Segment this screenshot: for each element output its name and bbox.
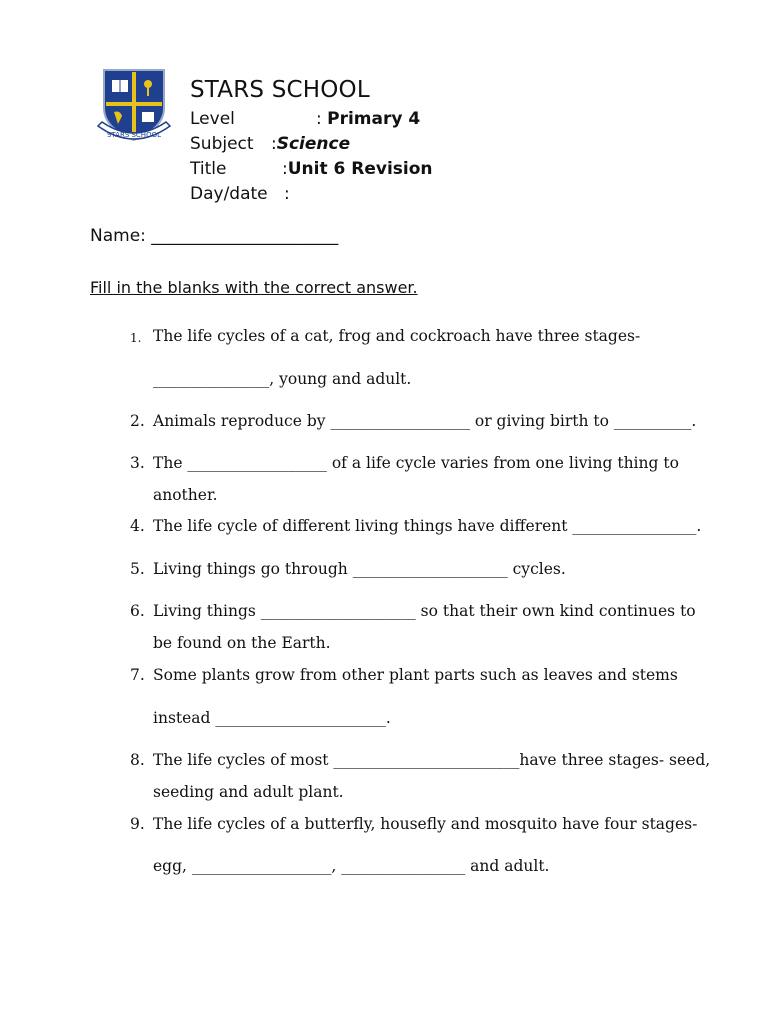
instruction-heading: Fill in the blanks with the correct answer. [90,278,418,297]
question-5-number: 5. [130,560,145,578]
question-6-number: 6. [130,602,145,620]
question-1-line-1: The life cycles of a cat, frog and cockroach have three stages- [153,327,641,345]
subject-sep: : [271,134,277,154]
level-label: Level [190,109,235,129]
subject-label: Subject [190,134,254,154]
title-label: Title [190,159,227,179]
question-9-number: 9. [130,815,145,833]
level-value: Primary 4 [327,109,421,129]
name-field: Name: ______________________ [90,226,339,246]
question-6-line-2: be found on the Earth. [153,634,331,652]
question-3-number: 3. [130,454,145,472]
question-3-line-1: The __________________ of a life cycle varies from one living thing to [153,454,679,472]
question-1-number: 1. [130,331,142,345]
question-9-line-1: The life cycles of a butterfly, housefly and mosquito have four stages- [153,815,698,833]
daydate-label: Day/date [190,184,268,204]
level-sep: : [316,109,322,129]
question-3-line-2: another. [153,486,218,504]
question-4-number: 4. [130,517,145,535]
school-crest-logo [92,66,176,148]
question-5-line-1: Living things go through ____________________ cycles. [153,560,566,578]
title-value: Unit 6 Revision [287,159,433,179]
question-8-line-2: seeding and adult plant. [153,783,344,801]
school-name: STARS SCHOOL [190,77,370,103]
crest-motto: STARS SCHOOL [106,131,162,139]
question-1-line-2: _______________, young and adult. [153,370,412,388]
question-6-line-1: Living things ____________________ so that their own kind continues to [153,602,696,620]
question-8-number: 8. [130,751,145,769]
question-7-line-1: Some plants grow from other plant parts such as leaves and stems [153,666,678,684]
question-7-line-2: instead ______________________. [153,709,391,727]
question-7-number: 7. [130,666,145,684]
question-2-line-1: Animals reproduce by __________________ or giving birth to __________. [153,412,697,430]
question-9-line-2: egg, __________________, ________________ and adult. [153,857,550,875]
question-2-number: 2. [130,412,145,430]
daydate-sep: : [284,184,290,204]
question-8-line-1: The life cycles of most ________________________have three stages- seed, [153,751,711,769]
question-4-line-1: The life cycle of different living things have different ________________. [153,517,702,535]
subject-value: Science [276,134,351,154]
title-sep: : [282,159,288,179]
